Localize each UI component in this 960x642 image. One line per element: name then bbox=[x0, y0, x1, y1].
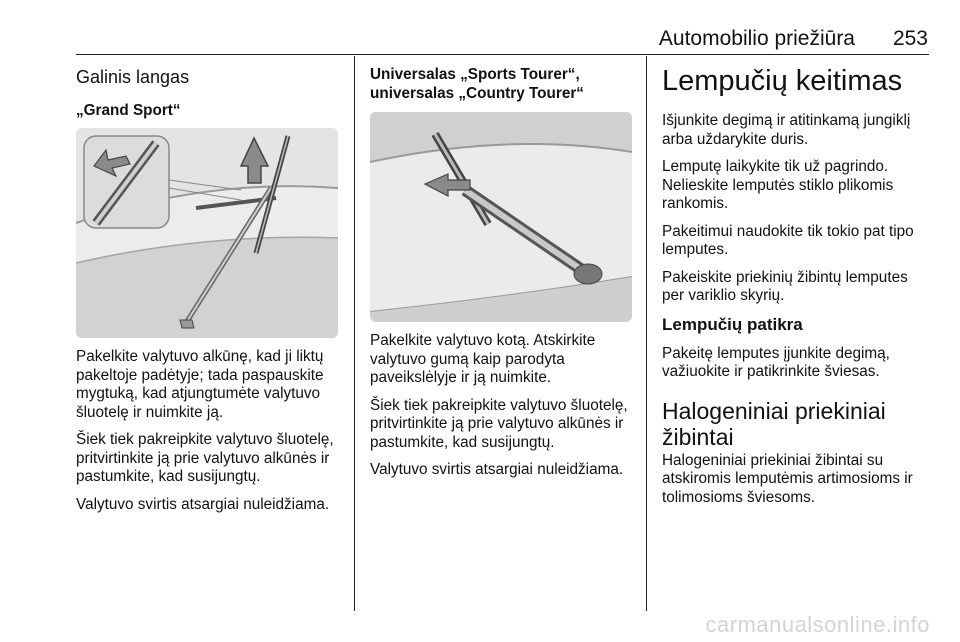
page-header-title: Automobilio priežiūra bbox=[658, 27, 855, 50]
figure-grand-sport-wiper bbox=[76, 128, 338, 338]
paragraph-tourer-wiper-3: Valytuvo svirtis atsargiai nuleidžiama. bbox=[370, 461, 624, 478]
subheading-country-tourer: universalas „Country Tourer“ bbox=[370, 84, 584, 102]
figure-sports-tourer-wiper bbox=[370, 112, 632, 322]
section-heading-halogen-headlights: Halogeniniai priekiniai žibintai bbox=[662, 397, 886, 450]
paragraph-bulb-2: Lemputę laikykite tik už pagrindo. Nelieskite lemputės stiklo plikomis rankomis. bbox=[662, 158, 894, 212]
paragraph-bulb-check: Pakeitę lemputes įjunkite degimą, važiuokite ir patikrinkite šviesas. bbox=[662, 344, 890, 380]
paragraph-rear-wiper-3: Valytuvo svirtis atsargiai nuleidžiama. bbox=[76, 495, 330, 513]
column-2-body bbox=[370, 332, 640, 489]
header-divider bbox=[76, 54, 929, 55]
page-number: 253 bbox=[892, 27, 928, 50]
subheading-sports-tourer: Universalas „Sports Tourer“, bbox=[370, 66, 580, 83]
paragraph-tourer-wiper-1: Pakelkite valytuvo kotą. Atskirkite valytuvo gumą kaip parodyta paveikslėlyje ir ją nuimkite. bbox=[370, 332, 596, 386]
paragraph-bulb-3: Pakeitimui naudokite tik tokio pat tipo lemputes. bbox=[662, 222, 914, 258]
column-divider-1 bbox=[354, 56, 355, 611]
section-heading-rear-window: Galinis langas bbox=[76, 67, 190, 87]
section-heading-bulb-replacement: Lempučių keitimas bbox=[662, 65, 903, 97]
paragraph-bulb-1: Išjunkite degimą ir atitinkamą jungiklį arba uždarykite duris. bbox=[662, 112, 911, 148]
watermark-text: carmanualsonline.info bbox=[705, 612, 930, 637]
paragraph-rear-wiper-1: Pakelkite valytuvo alkūnę, kad ji liktų pakeltoje padėtyje; tada paspauskite mygtuką, kad atjungtumėte valytuvo šluotelę ir nuimkite ją. bbox=[76, 348, 324, 421]
column-3 bbox=[662, 60, 932, 516]
column-divider-2 bbox=[646, 56, 647, 611]
paragraph-halogen: Halogeniniai priekiniai žibintai su atskiromis lemputėmis artimosioms ir tolimosioms šviesoms. bbox=[662, 451, 913, 506]
subheading-grand-sport: „Grand Sport“ bbox=[76, 102, 181, 119]
subheading-bulb-check: Lempučių patikra bbox=[662, 314, 803, 334]
paragraph-tourer-wiper-2: Šiek tiek pakreipkite valytuvo šluotelę, pritvirtinkite ją prie valytuvo alkūnės ir pastumkite, kad susijungtų. bbox=[370, 396, 628, 451]
paragraph-rear-wiper-2: Šiek tiek pakreipkite valytuvo šluotelę, pritvirtinkite ją prie valytuvo alkūnės ir pastumkite, kad susijungtų. bbox=[76, 431, 334, 485]
column-1-body bbox=[76, 348, 346, 523]
column-2 bbox=[370, 60, 640, 103]
paragraph-bulb-4: Pakeiskite priekinių žibintų lemputes per variklio skyrių. bbox=[662, 268, 908, 304]
column-1 bbox=[76, 60, 346, 121]
